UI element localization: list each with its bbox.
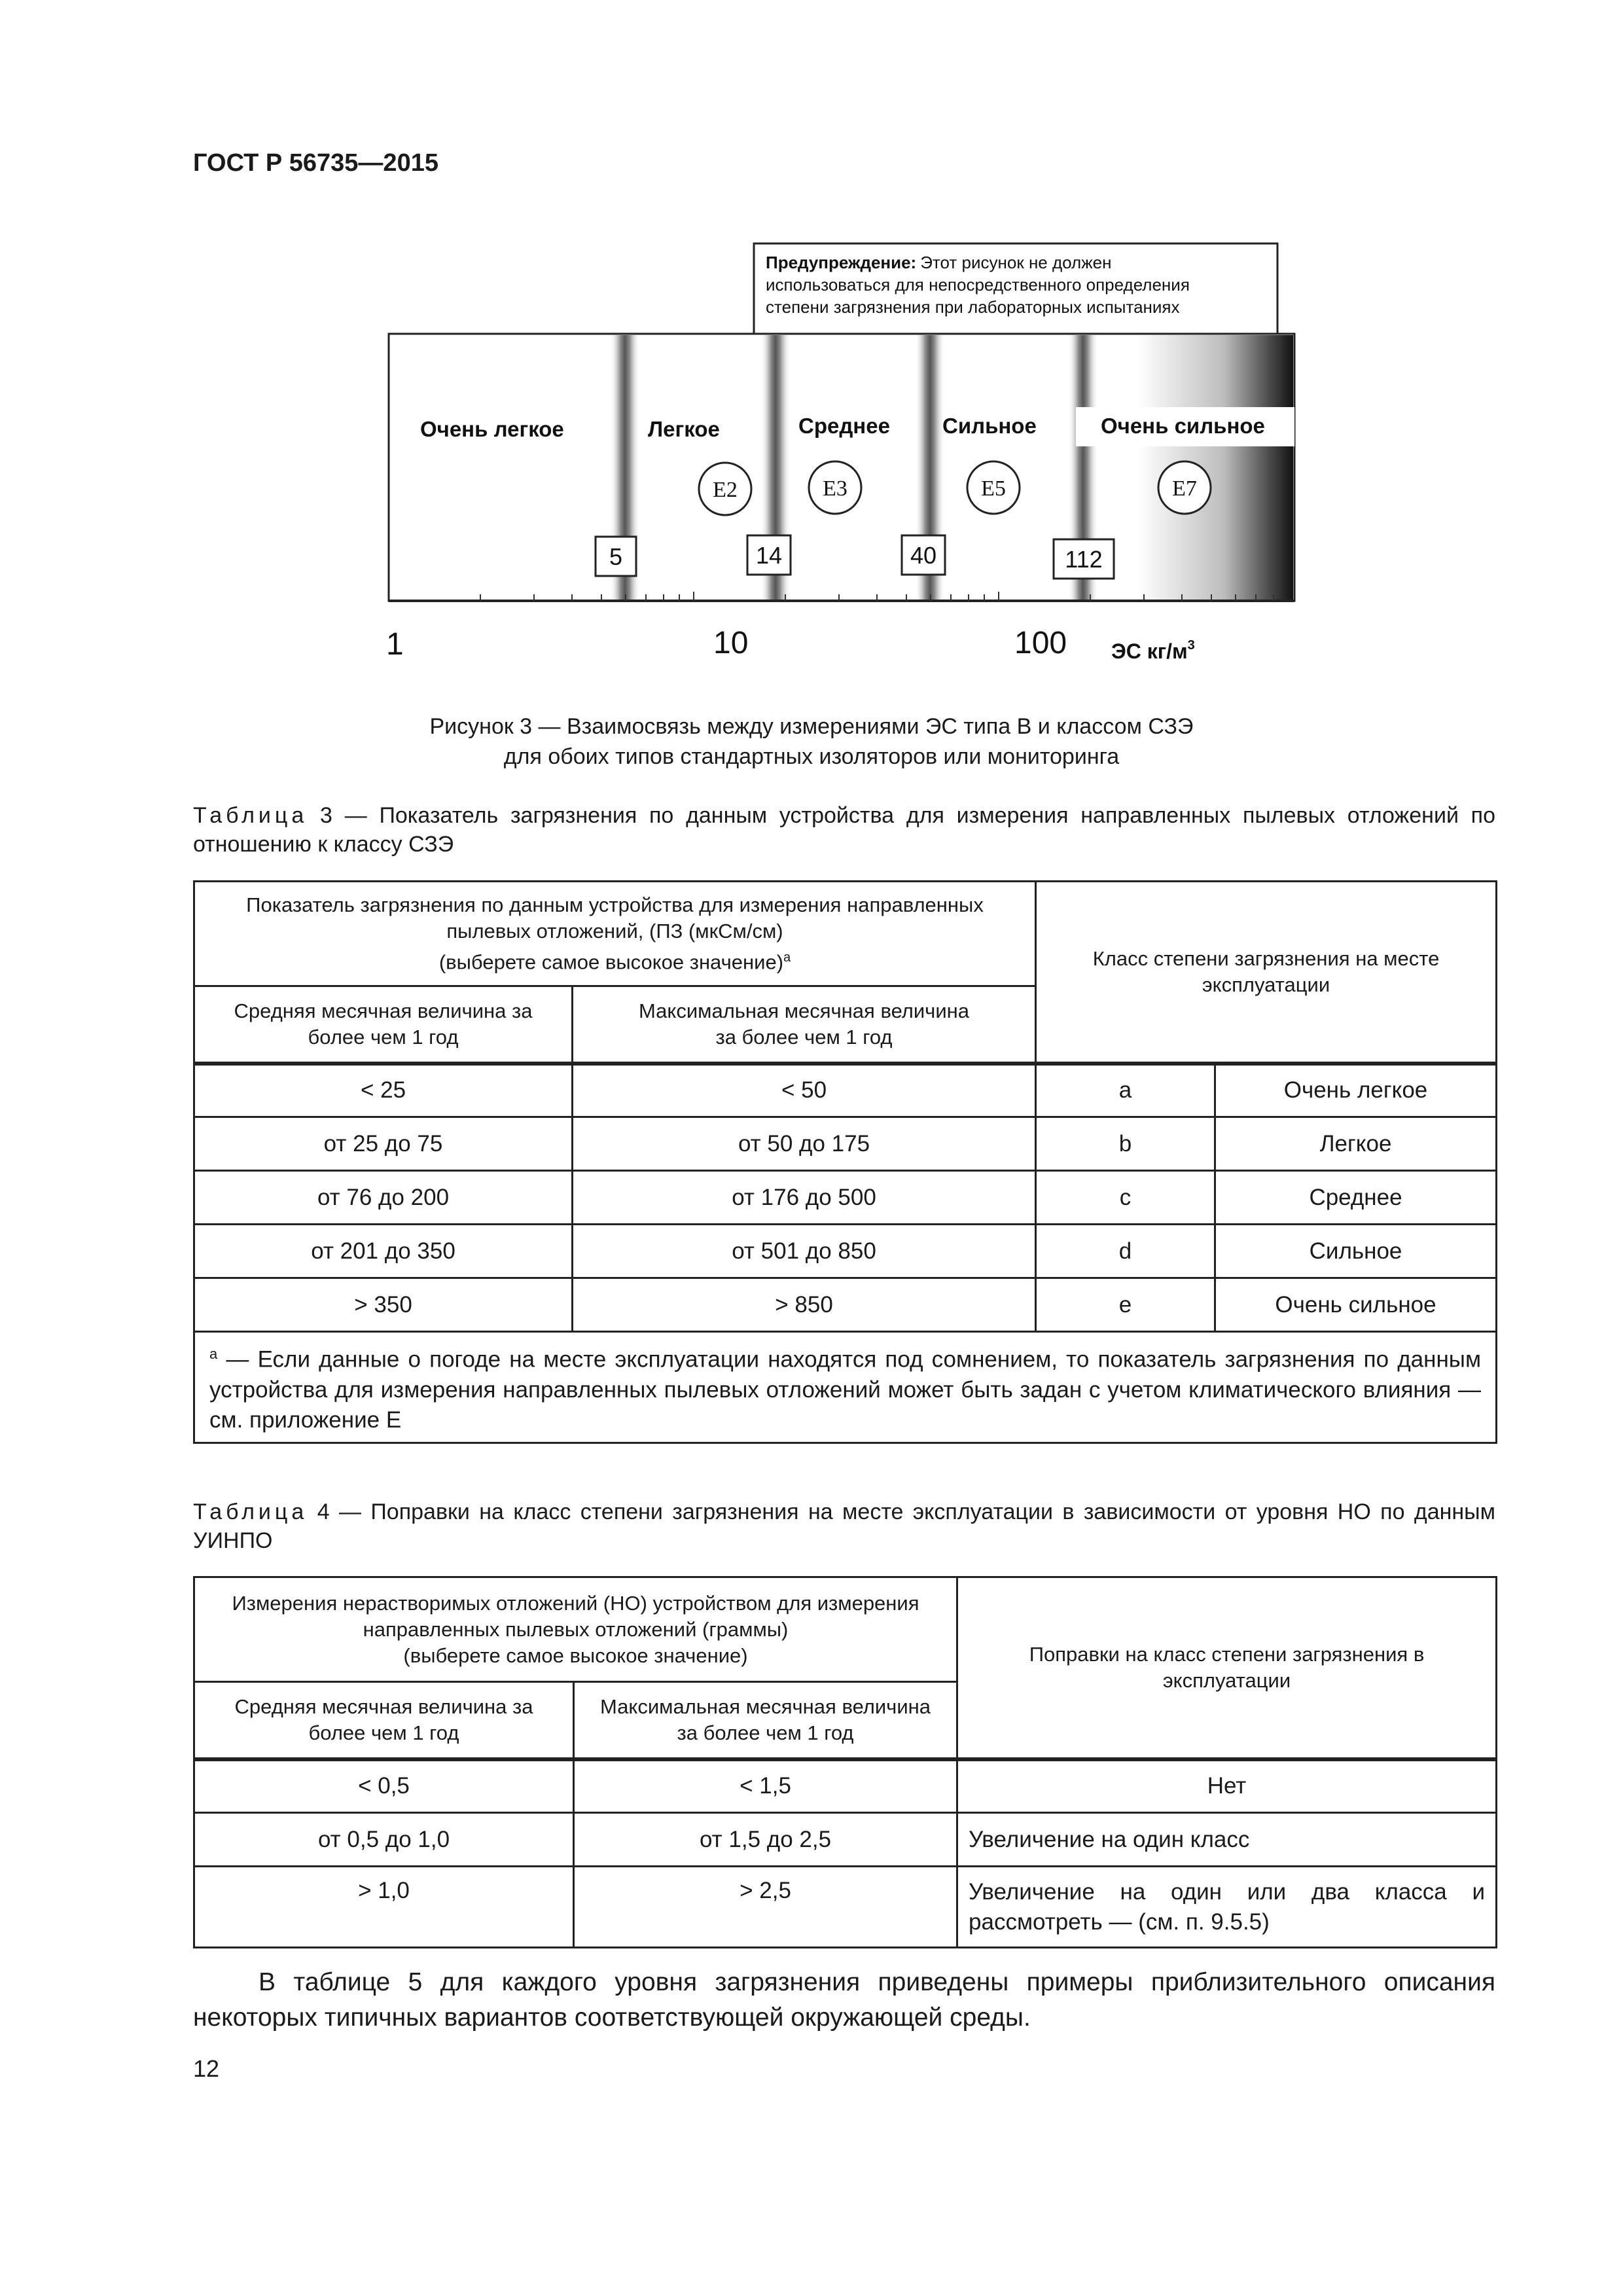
- table3-header-max: Максимальная месячная величина за более чем 1 год: [573, 986, 1036, 1064]
- table4-header-main: Измерения нерастворимых отложений (НО) устройством для измерения направленных пылевых отложений (граммы) (выберете самое высокое значение): [194, 1577, 957, 1682]
- table-row: < 0,5 < 1,5 Нет: [194, 1759, 1497, 1813]
- zone-light: Легкое: [648, 417, 720, 441]
- class-e3: E3: [823, 476, 847, 501]
- class-e5: E5: [981, 476, 1006, 501]
- table4-caption: [193, 1498, 1495, 1555]
- table3-header-avg: Средняя месячная величина за более чем 1 год: [194, 986, 573, 1064]
- zone-heavy: Сильное: [942, 414, 1037, 438]
- class-e2: E2: [713, 478, 738, 502]
- table-row: > 1,0 > 2,5 Увеличение на один или два класса и рассмотреть — (см. п. 9.5.5): [194, 1867, 1497, 1948]
- axis-tick-100: 100: [1014, 626, 1067, 660]
- document-id: ГОСТ Р 56735—2015: [193, 149, 438, 177]
- table-row: от 25 до 75 от 50 до 175 b Легкое: [194, 1117, 1497, 1171]
- body-paragraph: В таблице 5 для каждого уровня загрязнения приведены примеры приблизительного описания некоторых типичных вариантов соответствующей окружающей среды.: [193, 1968, 1495, 2032]
- zone-medium: Среднее: [798, 414, 890, 438]
- zone-very-heavy: Очень сильное: [1101, 414, 1265, 438]
- table4-header-correction: Поправки на класс степени загрязнения в эксплуатации: [957, 1577, 1497, 1759]
- table3-header-main: Показатель загрязнения по данным устройства для измерения направленных пылевых отложений, (ПЗ (мкСм/см) (выберете самое высокое значение)$^a$: [194, 882, 1036, 986]
- table4-caption-text: 4 — Поправки на класс степени загрязнения на месте эксплуатации в зависимости от уровня НО по данным УИНПО: [193, 1499, 1495, 1553]
- table4: [193, 1576, 1497, 1948]
- boundary-5: 5: [609, 543, 623, 570]
- table3-caption-text: 3 — Показатель загрязнения по данным устройства для измерения направленных пылевых отложений по отношению к классу СЗЭ: [193, 803, 1495, 857]
- table-row: от 76 до 200 от 176 до 500 c Среднее: [194, 1171, 1497, 1225]
- table4-header-avg: Средняя месячная величина за более чем 1 год: [194, 1682, 574, 1759]
- table3-header-class: Класс степени загрязнения на месте эксплуатации: [1036, 882, 1497, 1064]
- boundary-112: 112: [1065, 546, 1103, 573]
- axis-tick-10: 10: [713, 626, 749, 660]
- boundary-40: 40: [910, 542, 937, 569]
- figure-caption: [183, 711, 1440, 772]
- zone-very-light: Очень легкое: [420, 417, 564, 441]
- figure-caption-line-2: для обоих типов стандартных изоляторов или мониторинга: [503, 744, 1120, 769]
- boundary-14: 14: [755, 542, 783, 569]
- svg-text:ЭС кг/м3: [1111, 638, 1195, 663]
- axis-unit: ЭС кг/м: [1111, 639, 1188, 663]
- table3-caption: [193, 801, 1495, 859]
- table-row: от 0,5 до 1,0 от 1,5 до 2,5 Увеличение на один класс: [194, 1813, 1497, 1867]
- table3: [193, 880, 1497, 1444]
- table3-footnote: $^a$ — Если данные о погоде на месте эксплуатации находятся под сомнением, то показатель загрязнения по данным устройства для измерения направленных пылевых отложений может быть задан с учетом климатического влияния — см. приложение Е: [194, 1332, 1497, 1443]
- warning-line-3: степени загрязнения при лабораторных испытаниях: [766, 297, 1180, 317]
- warning-line-2: использоваться для непосредственного определения: [766, 275, 1190, 295]
- table-row: > 350 > 850 e Очень сильное: [194, 1278, 1497, 1332]
- axis-tick-1: 1: [386, 627, 404, 662]
- pollution-scale-figure: [366, 236, 1322, 681]
- class-e7: E7: [1172, 476, 1197, 501]
- figure-caption-line-1: Рисунок 3 — Взаимосвязь между измерениями ЭС типа B и классом СЗЭ: [429, 714, 1194, 739]
- table4-caption-label: Таблица: [193, 1499, 308, 1524]
- axis-unit-sup: 3: [1187, 638, 1195, 653]
- table3-caption-label: Таблица: [193, 803, 308, 828]
- table-row: от 201 до 350 от 501 до 850 d Сильное: [194, 1225, 1497, 1278]
- warning-bold: Предупреждение:: [766, 253, 917, 272]
- table-row: < 25 < 50 a Очень легкое: [194, 1064, 1497, 1117]
- warning-line-1: Этот рисунок не должен: [920, 253, 1112, 272]
- page-number: 12: [193, 2055, 220, 2082]
- table4-header-max: Максимальная месячная величина за более чем 1 год: [574, 1682, 957, 1759]
